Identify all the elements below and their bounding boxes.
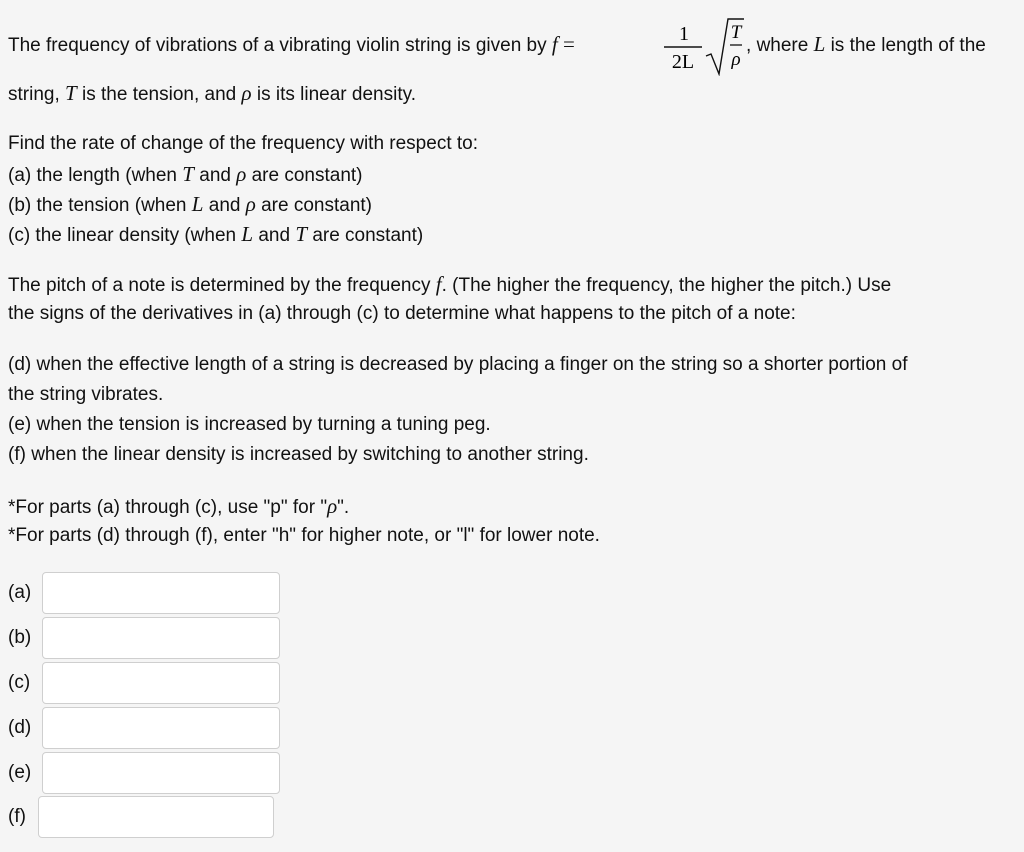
find-c-and: and (258, 225, 291, 246)
answer-label-f: (f) (8, 806, 26, 827)
case-d-line-2: the string vibrates. (8, 384, 164, 405)
answer-label-b: (b) (8, 627, 32, 648)
frequency-formula (612, 14, 744, 76)
note-1-tail: ". (337, 497, 350, 518)
answer-input-e[interactable] (42, 752, 280, 794)
find-b-text: (b) the tension (when (8, 195, 187, 216)
find-b-symbol-1: L (191, 192, 204, 216)
rho-symbol: ρ (241, 81, 252, 105)
find-a-symbol-1: T (182, 162, 194, 186)
intro-text-6: is its linear density. (256, 84, 416, 105)
find-c-tail: are constant) (312, 225, 424, 246)
comma: , (746, 35, 752, 56)
answer-label-c: (c) (8, 672, 31, 693)
T-symbol: T (65, 81, 77, 105)
sqrt-denominator: ρ (731, 49, 741, 70)
find-a-symbol-2: ρ (236, 162, 247, 186)
note-1-rho: ρ (327, 494, 338, 518)
find-c-text: (c) the linear density (when (8, 225, 237, 246)
find-a-and: and (199, 165, 231, 186)
case-e: (e) when the tension is increased by turning a tuning peg. (8, 414, 491, 435)
intro-text-5: is the tension, and (82, 84, 237, 105)
find-a-tail: are constant) (251, 165, 363, 186)
answer-label-d: (d) (8, 717, 32, 738)
find-item-c (8, 223, 423, 247)
find-item-b (8, 193, 372, 217)
intro-text-3: is the length of the (830, 35, 986, 56)
answer-input-b[interactable] (42, 617, 280, 659)
find-c-symbol-1: L (241, 222, 254, 246)
find-a-text: (a) the length (when (8, 165, 177, 186)
intro-text-2: where (756, 35, 809, 56)
pitch-line-2: the signs of the derivatives in (a) through (c) to determine what happens to the pitch of a note: (8, 303, 796, 324)
find-heading: Find the rate of change of the frequency with respect to: (8, 133, 478, 154)
pitch-text-1: The pitch of a note is determined by the frequency (8, 275, 431, 296)
intro-text-4: string, (8, 84, 60, 105)
case-d-line-1: (d) when the effective length of a string is decreased by placing a finger on the string so a shorter portion of (8, 354, 908, 375)
answer-input-c[interactable] (42, 662, 280, 704)
intro-text-1: The frequency of vibrations of a vibrating violin string is given by (8, 35, 547, 56)
answer-label-e: (e) (8, 762, 32, 783)
answer-label-a: (a) (8, 582, 32, 603)
formula-denominator: 2L (671, 51, 695, 73)
answer-input-f[interactable] (38, 796, 274, 838)
answer-input-a[interactable] (42, 572, 280, 614)
find-b-tail: are constant) (261, 195, 373, 216)
case-f: (f) when the linear density is increased by switching to another string. (8, 444, 589, 465)
f-symbol: f (551, 32, 558, 56)
note-1 (8, 495, 349, 519)
find-item-a (8, 163, 363, 187)
intro-line-1-tail (746, 33, 986, 57)
sqrt-numerator: T (730, 22, 742, 43)
intro-line-1 (8, 33, 575, 57)
note-1-text: *For parts (a) through (c), use "p" for " (8, 497, 328, 518)
find-b-and: and (208, 195, 241, 216)
note-2: *For parts (d) through (f), enter "h" for higher note, or "l" for lower note. (8, 525, 600, 546)
pitch-text-2: . (The higher the frequency, the higher the pitch.) Use (441, 275, 892, 296)
pitch-f-symbol: f (435, 272, 442, 296)
find-b-symbol-2: ρ (245, 192, 256, 216)
formula-numerator: 1 (679, 23, 689, 45)
equals-sign: = (563, 32, 575, 56)
answer-input-d[interactable] (42, 707, 280, 749)
intro-line-2 (8, 82, 416, 106)
find-c-symbol-2: T (295, 222, 308, 246)
pitch-line-1 (8, 273, 891, 297)
L-symbol: L (813, 32, 826, 56)
